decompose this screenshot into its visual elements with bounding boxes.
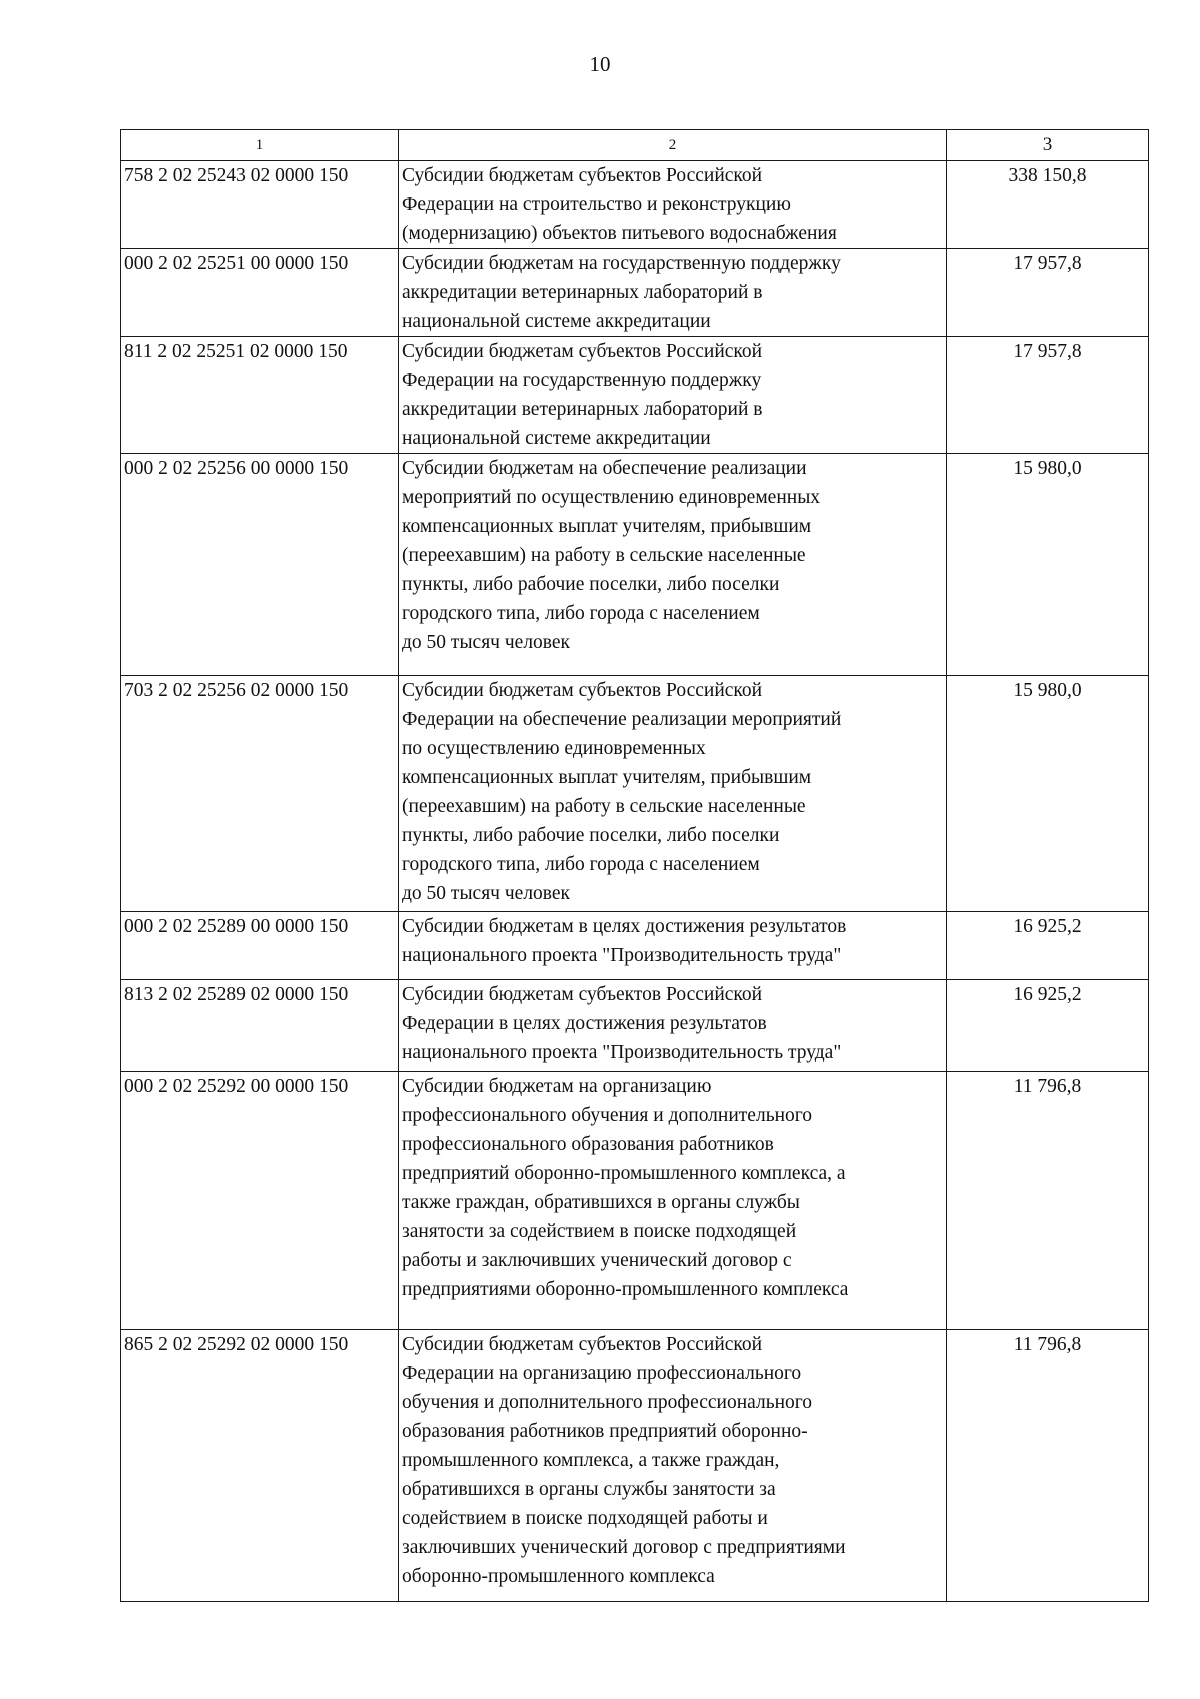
table-row <box>121 676 1149 912</box>
amount: 15 980,0 <box>947 676 1149 912</box>
amount: 15 980,0 <box>947 454 1149 676</box>
table-row <box>121 454 1149 676</box>
amount: 17 957,8 <box>947 337 1149 454</box>
budget-code: 000 2 02 25251 00 0000 150 <box>121 249 399 337</box>
budget-code: 811 2 02 25251 02 0000 150 <box>121 337 399 454</box>
amount: 338 150,8 <box>947 161 1149 249</box>
revenue-name: Субсидии бюджетам в целях достижения результатов национального проекта "Производительность труда" <box>399 912 947 980</box>
table-row <box>121 912 1149 980</box>
column-header-2: 2 <box>399 130 947 161</box>
column-header-3: 3 <box>947 130 1149 161</box>
budget-code: 703 2 02 25256 02 0000 150 <box>121 676 399 912</box>
budget-code: 000 2 02 25289 00 0000 150 <box>121 912 399 980</box>
budget-code: 000 2 02 25292 00 0000 150 <box>121 1072 399 1330</box>
budget-code: 000 2 02 25256 00 0000 150 <box>121 454 399 676</box>
table-row <box>121 161 1149 249</box>
column-header-1: 1 <box>121 130 399 161</box>
revenue-name: Субсидии бюджетам субъектов Российской Федерации на обеспечение реализации мероприятий по осуществлению единовременных компенсационных выплат учителям, прибывшим (переехавшим) на работу в сельские населенные пункты, либо рабочие поселки, либо поселки городского типа, либо города с населением до 50 тысяч человек <box>399 676 947 912</box>
revenue-name: Субсидии бюджетам субъектов Российской Федерации на строительство и реконструкцию (модернизацию) объектов питьевого водоснабжения <box>399 161 947 249</box>
amount: 16 925,2 <box>947 980 1149 1072</box>
budget-code: 758 2 02 25243 02 0000 150 <box>121 161 399 249</box>
revenue-name: Субсидии бюджетам на обеспечение реализации мероприятий по осуществлению единовременных компенсационных выплат учителям, прибывшим (переехавшим) на работу в сельские населенные пункты, либо рабочие поселки, либо поселки городского типа, либо города с населением до 50 тысяч человек <box>399 454 947 676</box>
table-row <box>121 1072 1149 1330</box>
amount: 11 796,8 <box>947 1330 1149 1602</box>
revenue-name: Субсидии бюджетам субъектов Российской Федерации в целях достижения результатов национального проекта "Производительность труда" <box>399 980 947 1072</box>
budget-code: 813 2 02 25289 02 0000 150 <box>121 980 399 1072</box>
amount: 11 796,8 <box>947 1072 1149 1330</box>
revenue-name: Субсидии бюджетам субъектов Российской Федерации на государственную поддержку аккредитации ветеринарных лабораторий в национальной системе аккредитации <box>399 337 947 454</box>
table-row <box>121 249 1149 337</box>
table-row <box>121 980 1149 1072</box>
revenue-name: Субсидии бюджетам на организацию профессионального обучения и дополнительного профессионального образования работников предприятий оборонно-промышленного комплекса, а также граждан, обратившихся в органы службы занятости за содействием в поиске подходящей работы и заключивших ученический договор с предприятиями оборонно-промышленного комплекса <box>399 1072 947 1330</box>
revenue-name: Субсидии бюджетам на государственную поддержку аккредитации ветеринарных лабораторий в национальной системе аккредитации <box>399 249 947 337</box>
amount: 16 925,2 <box>947 912 1149 980</box>
budget-table <box>120 129 1149 1602</box>
table-row <box>121 337 1149 454</box>
amount: 17 957,8 <box>947 249 1149 337</box>
budget-code: 865 2 02 25292 02 0000 150 <box>121 1330 399 1602</box>
table-row <box>121 1330 1149 1602</box>
page-number: 10 <box>589 52 611 76</box>
table-header-row <box>121 130 1149 161</box>
revenue-name: Субсидии бюджетам субъектов Российской Федерации на организацию профессионального обучения и дополнительного профессионального образования работников предприятий оборонно- промышленного комплекса, а также граждан, обратившихся в органы службы занятости за содействием в поиске подходящей работы и заключивших ученический договор с предприятиями оборонно-промышленного комплекса <box>399 1330 947 1602</box>
